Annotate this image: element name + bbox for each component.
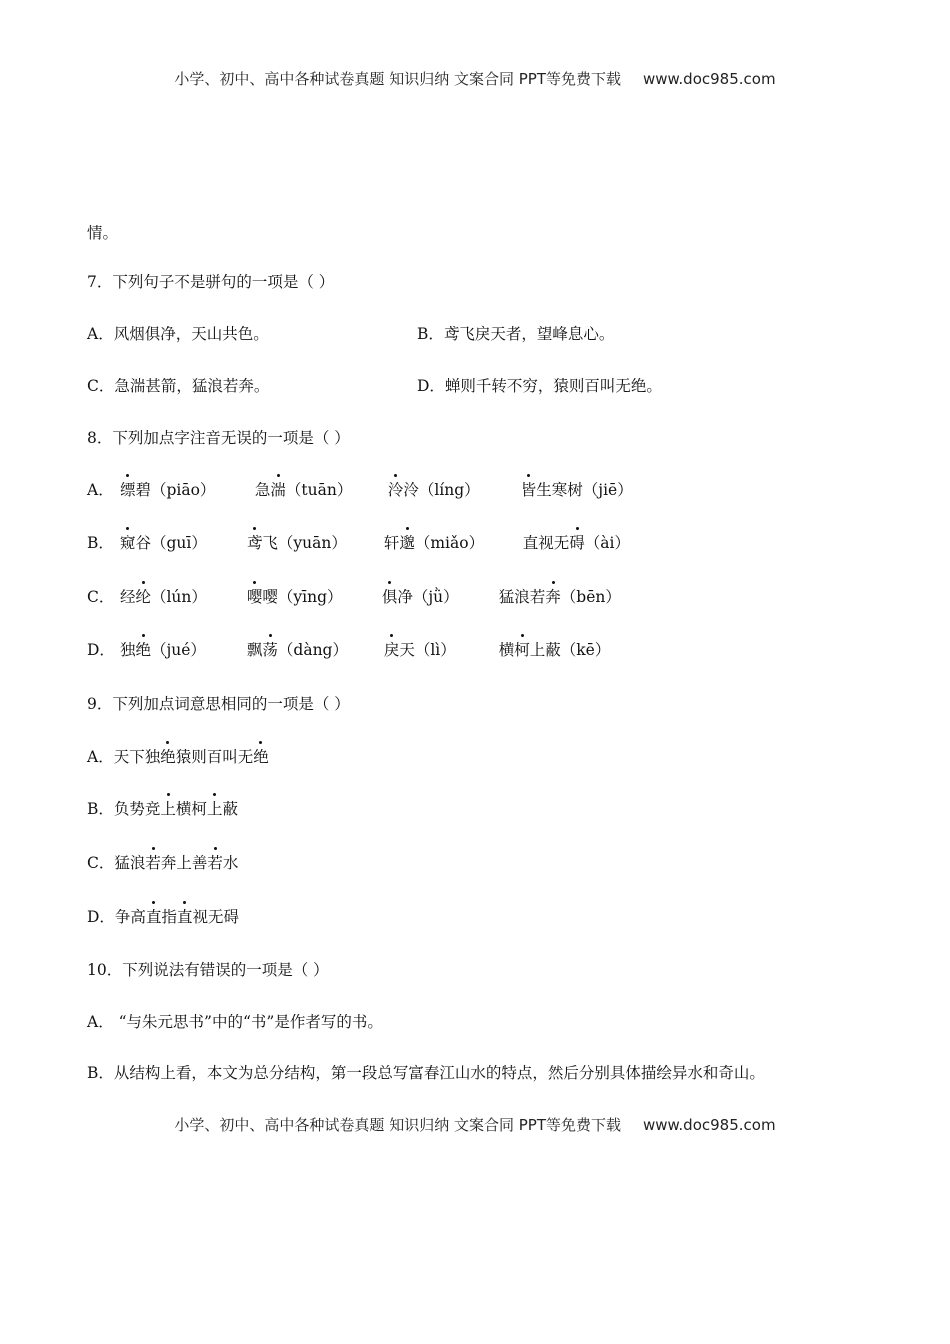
q7-option-d: D．蝉则千转不穷，猿则百叫无绝。 (417, 377, 662, 395)
q7-option-b: B．鸢飞戾天者，望峰息心。 (417, 325, 615, 343)
q8-option-b (87, 532, 630, 554)
q7-stem: 7．下列句子不是骈句的一项是（ ） (87, 273, 335, 291)
q8-b-item-4: 直视无碍（ài） (522, 534, 630, 552)
q8-d-item-2: 飘荡（dàng） (246, 641, 348, 659)
page-footer (0, 1114, 950, 1135)
q8-option-c (87, 586, 621, 608)
q7-options-row-2 (87, 375, 887, 397)
header-url: www.doc985.com (642, 70, 776, 88)
q8-stem: 8．下列加点字注音无误的一项是（ ） (87, 429, 350, 447)
q7-options-row-1 (87, 323, 887, 345)
q8-c-item-4: 猛浪若奔（bēn） (498, 588, 621, 606)
q9-option-b: B．负势竞上横柯上蔽 (87, 800, 238, 818)
q7-option-c: C．急湍甚箭，猛浪若奔。 (87, 377, 270, 395)
q9-option-d: D．争高直指直视无碍 (87, 908, 239, 926)
q7-option-a: A．风烟俱净，天山共色。 (87, 325, 269, 343)
q8-a-item-1: 缥碧（piāo） (119, 481, 216, 499)
header-text: 小学、初中、高中各种试卷真题 知识归纳 文案合同 PPT等免费下载 (174, 70, 621, 88)
q8-d-item-1: 独绝（jué） (119, 641, 206, 659)
q8-b-item-1: 窥谷（guī） (119, 534, 207, 552)
q10-option-a: A． “与朱元思书”中的“书”是作者写的书。 (87, 1013, 383, 1031)
q8-a-item-3: 泠泠（líng） (387, 481, 480, 499)
footer-text: 小学、初中、高中各种试卷真题 知识归纳 文案合同 PPT等免费下载 (174, 1116, 621, 1134)
q8-c-item-2: 嘤嘤（yīng） (246, 588, 343, 606)
q8-b-item-2: 鸢飞（yuān） (246, 534, 347, 552)
continued-text: 情。 (87, 224, 119, 242)
q10-option-b: B．从结构上看，本文为总分结构，第一段总写富春江山水的特点，然后分别具体描绘异水和奇山。 (87, 1064, 765, 1082)
page-header (0, 68, 950, 89)
q9-option-c: C．猛浪若奔上善若水 (87, 854, 239, 872)
q8-a-label: A． (87, 481, 114, 499)
q9-stem: 9．下列加点词意思相同的一项是（ ） (87, 695, 350, 713)
footer-url: www.doc985.com (642, 1116, 776, 1134)
q8-c-item-1: 经纶（lún） (119, 588, 207, 606)
q8-option-a (87, 479, 633, 501)
q8-option-d (87, 639, 610, 661)
q8-a-item-4: 皆生寒树（jiē） (520, 481, 633, 499)
q10-stem: 10．下列说法有错误的一项是（ ） (87, 961, 329, 979)
q8-b-item-3: 轩邈（miǎo） (383, 534, 485, 552)
q8-c-label: C． (87, 588, 115, 606)
q8-c-item-3: 俱净（jǜ） (381, 588, 459, 606)
q8-d-item-3: 戾天（lì） (383, 641, 456, 659)
q8-d-item-4: 横柯上蔽（kē） (498, 641, 611, 659)
q8-b-label: B． (87, 534, 114, 552)
q9-option-a: A．天下独绝猿则百叫无绝 (87, 748, 269, 766)
q8-d-label: D． (87, 641, 115, 659)
q8-a-item-2: 急湍（tuān） (254, 481, 353, 499)
